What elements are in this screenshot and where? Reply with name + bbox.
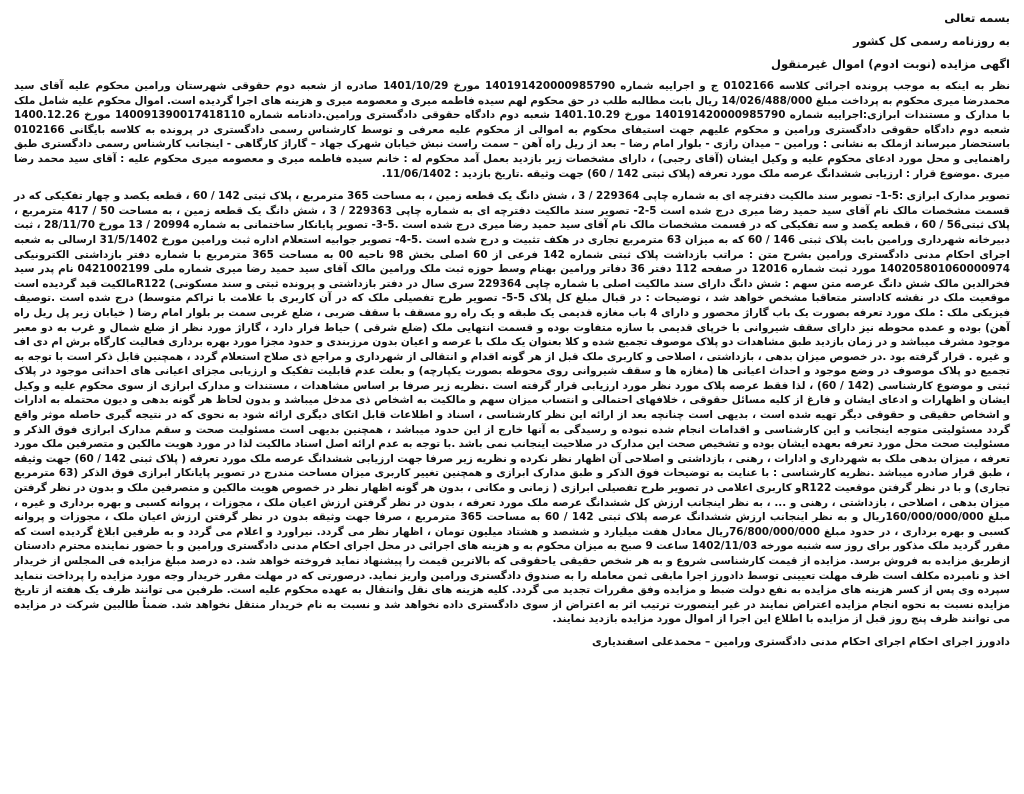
notice-title: اگهی مزایده (نوبت ادوم) اموال غیرمنقول <box>771 57 1010 71</box>
signature-line: دادورز اجرای احکام اجرای احکام مدنی دادگستری ورامین – محمدعلی اسفندیاری <box>592 635 1010 648</box>
invocation-line: بسمه تعالی <box>944 11 1010 25</box>
newspaper-line: به روزنامه رسمی کل کشور <box>853 34 1010 48</box>
body-paragraph-1: نظر به اینکه به موجب پرونده اجرائی کلاسه 0102166 ج و اجراییه شماره 140191420000985790 مورخ 1401/10/29 صادره از شعبه دوم حقوقی شهرستان ورامین محکوم علیه آقای سید محمدرضا میری محکوم به پرداخت مبلغ 14/026/488/000 ریال بابت مطالبه طلب در حق محکوم لهم سیده فاطمه میری و معصومه میری و هزینه های اجرا گردیده است. اموال محکوم علیه شامل ملک با مدارک و مستندات ابرازی:اجراییه شماره 140191420000985790 مورخ 1401.10.29 شعبه دوم دادگاه حقوقی دادگستری ورامین.دادنامه شماره 140091390017418110 مورخ 1400.12.26 شعبه دوم دادگاه حقوقی دادگستری ورامین و محکوم علیهم جهت استیفای محکوم به اموالی از محکوم علیه معرفی و توسط کارشناس رسمی دادگستری در پرونده به کلاسه بایگانی 0102166 باستحضار میرساند ازملک به نشانی : ورامین – میدان رازی - بلوار امام رضا – بعد از ریل راه آهن – سمت راست نبش خیابان شهرک جهاد – گاراژ کارگاهی - اینجانب کارشناس رسمی دادگستری طبق راهنمایی و محل مورد ادعای محکوم علیه و وکیل ایشان (آقای رجبی) ، دارای مشخصات زیر بازدید بعمل آمد محکوم له : خانم سیده فاطمه میری و معصومه میری محکوم علیه : آقای سید محمد رضا میری .موضوع قرار : ارزیابی ششدانگ عرصه ملک مورد تعرفه (پلاک ثبتی 142 / 60) جهت وثیقه .تاریخ بازدید : 11/06/1402. <box>14 80 1010 180</box>
body-paragraph-2: تصویر مدارک ابرازی :5-1- تصویر سند مالکیت دفترچه ای به شماره چاپی 229364 / 3 ، شش دانگ یک قطعه زمین ، به مساحت 365 مترمربع ، پلاک ثبتی 142 / 60 ، قطعه یکصد و چهار تفکیکی که در قسمت مشخصات مالک نام آقای سید حمید رضا میری درج شده است 5-2- تصویر سند مالکیت دفترچه ای به شماره چاپی 229363 / 3 ، شش دانگ یک قطعه زمین ، به مساحت 50 / 417 مترمربع ، پلاک ثبتی56 / 60 ، قطعه یکصد و سه تفکیکی که در قسمت مشخصات مالک نام آقای سید حمید رضا میری درج شده است .5-3- تصویر پایانکار ساختمانی به شماره 20994 / 13 مورخ 28/11/70 ، ثبت دبیرخانه شهرداری ورامین بابت پلاک ثبتی 146 / 60 که به میزان 63 مترمربع تجاری در هکف تثبیت و درج شده است .5-4- تصویر جوابیه استعلام اداره ثبت ورامین مورخ 31/5/1402 ارسالی به شعبه اجرای احکام مدنی دادگستری ورامین بشرح متن : مراتب بازداشت پلاک ثبتی شماره 142 فرعی از 60 اصلی بخش 98 ناحیه 00 به مساحت 365 مترمربع با شماره دفتر بازداشتی الکترونیکی 140205801060000974 مورد ثبت شماره 12016 در صفحه 112 دفتر 36 دفاتر ورامین بهنام وسط حوزه ثبت ملک ورامین مالک آقای سید حمید رضا میری شماره ملی 0421002199 نام پدر سید فخرالدین مالک شش دانگ عرصه متن سهم : شش دانگ دارای سند مالکیت اصلی با شماره چاپی 229364 سری سال در دفتر بازداشتی و پرونده ثبتی و سند مسکونی) R122مالکیت قید گردیده است موقعیت ملک در نقشه کاداستر متعاقبا مشخص خواهد شد ، توضیحات : در قبال مبلغ کل پلاک 5-5- تصویر طرح تفصیلی ملک که در آن کاربری با علامت با تراکم متوسط) درج شده است .توصیف فیزیکی ملک : ملک مورد تعرفه بصورت یک باب گاراژ محصور و دارای 4 باب مغازه قدیمی یک طبقه و یک راه رو مسقف با سقف ضربی ، ضلع غربی سمت بر بلوار امام رضا ( خیابان زیر پل ریل راه آهن) بوده و عمده محوطه نیز دارای سقف شیروانی با خرپای قدیمی با سازه متفاوت بوده و قسمت انتهایی ملک (ضلع شرقی ) حیاط فرار دارد ، گاراژ مورد نظر از ضلع شمال و غرب به دو معبر موجود مشرف میباشد و در زمان بازدید طبق مشاهدات دو پلاک موصوف تجمیع شده و کلا بعنوان یک ملک با عرصه و اعیان بدون مرزبندی و حدود مجزا مورد بهره برداری فعالیت کارگاه برش ام دی اف و غیره . قرار گرفته بود .در خصوص میزان بدهی ، بازداشتی ، اصلاحی و کاربری ملک قبل از هر گونه اقدام و انتقالی از شهرداری و مراجع ذی صلاح استعلام گردد ، همچنین قابل ذکر است با توجه به تجمیع دو پلاک موصوف در وضع موجود و احداث اعیانی ها (مغازه ها و سقف شیروانی روی محوطه بصورت یکپارچه) و بعلت عدم قابلیت تفکیک و ارزیابی مجزای اعیانی های احداثی موجود در پلاک ثبتی و موضوع کارشناسی (142 / 60) ، لذا فقط عرصه پلاک مورد نظر مورد ارزیابی قرار گرفته است .نظریه زیر صرفا بر اساس مشاهدات ، مستندات و مدارک ابرازی از سوی محکوم علیه و وکیل ایشان و اظهارات و ادعای ایشان و فارغ از کلیه مسائل حقوقی ، خلافهای احتمالی و انتساب میزان سهم و مالکیت به اشخاص ذی مدخل میباشد و بدون لحاظ هر گونه بدهی و دیون محتمله به ادارات و اشخاص حقیقی و حقوقی دیگر تهیه شده است ، بدیهی است چنانچه بعد از ارائه این نظر کارشناسی ، اسناد و اطلاعات قابل اتکای دیگری ارائه شود به نحوی که در نتیجه گیری حاصله موثر واقع گردد مسئولیتی متوجه اینجانب و این کارشناسی و اقدامات انجام شده نبوده و رسیدگی به آنها خارج از این حدود میباشد ، همچنین بدیهی است مسئولیت صحت و سقم مدارک ابرازی فوق الذکر و مسئولیت صحت محل مورد تعرفه بعهده ایشان بوده و تشخیص صحت این مدارک در صلاحیت اینجانب نمی باشد .با توجه به عدم ارائه اصل اسناد مالکیت لذا در مورد هویت مالکین و متصرفین ملک مورد تعرفه ، میزان بدهی ملک به شهرداری و ادارات ، رهنی ، بازداشتی و اصلاحی آن اظهار نظر نکرده و نظریه زیر صرفا جهت ارزیابی ششدانگ عرصه ملک مورد تعرفه ( پلاک ثبتی 142 / 60) جهت وثیقه ، طبق قرار صادره میباشد .نظریه کارشناسی : با عنایت به توضیحات فوق الذکر و طبق مدارک ابرازی و همچنین تغییر کاربری میزان مساحت مندرج در تصویر پایانکار ابرازی فوق الذکر (63 مترمربع تجاری) و با در نظر گرفتن موقعیت R122و کاربری اعلامی در تصویر طرح تفصیلی ابرازی ( زمانی و مکانی ، بدون هر گونه اظهار نظر در خصوص هویت مالکین و متصرفین ملک و بدون در نظر گرفتن میزان بدهی ، اصلاحی ، بازداشتی ، رهنی و ... ، به نظر اینجانب ارزش کل ششدانگ عرصه ملک مورد تعرفه ، بدون در نظر گرفتن ارزش اعیان ملک ، مجوزات ، پروانه کسبی و بهره برداری و غیره ، مبلغ 160/000/000/000ریال و به نظر اینجانب ارزش ششدانگ عرصه پلاک ثبتی 142 / 60 به مساحت 365 مترمربع ، صرفا جهت وثیقه بدون در نظر گرفتن ارزش اعیان ملک ، مجوزات و پروانه کسبی و بهره برداری ، در حدود مبلغ 76/800/000/000ریال معادل هفت میلیارد و ششصد و هشتاد میلیون تومان ، اظهار نظر می گردد. نیراورد و اعلام می گردد و به طرفین ابلاغ گردیده است که مقرر گردید ملک مذکور برای روز سه شنبه مورخه 1402/11/03 ساعت 9 صبح به میزان محکوم به و هزینه های اجرائی در محل اجرای احکام مدنی دادگستری ورامین و با حضور نماینده محترم دادستان ازطریق مزایده به فروش برسد. مزایده از قیمت کارشناسی شروع و به هر شخص حقیقی یاحقوقی که بالاترین قیمت را پیشنهاد نماید فروخته خواهد شد. ده درصد مبلغ مزایده فی المجلس از خریدار اخذ و نامبرده مکلف است ظرف مهلت تعیینی توسط دادورز اجرا مابقی ثمن معامله را به صندوق دادگستری ورامین واریز نماید. درصورتی که در مهلت مقرر خریدار وجه مورد مزایده را پرداخت ننماید سپرده وی پس از کسر هزینه های مزایده به نفع دولت ضبط و مزایده وفق مقررات تجدید می گردد. کلیه هزینه های نقل وانتقال به عهده محکوم علیه است. طرفین می توانند ظرف یک هفته از تاریخ مزایده نسبت به نحوه انجام مزایده اعتراض نمایند در غیر اینصورت ترتیب اثر به اعتراض از سوی دادگستری داده نخواهد شد و نسبت به نام خریدار منتقل نخواهد شد. ضمناً طالبین شرکت در مزایده می توانند ظرف پنج روز قبل از مزایده با اطلاع این اجرا از اموال مورد مزایده بازدید نمایند. <box>14 190 1011 626</box>
